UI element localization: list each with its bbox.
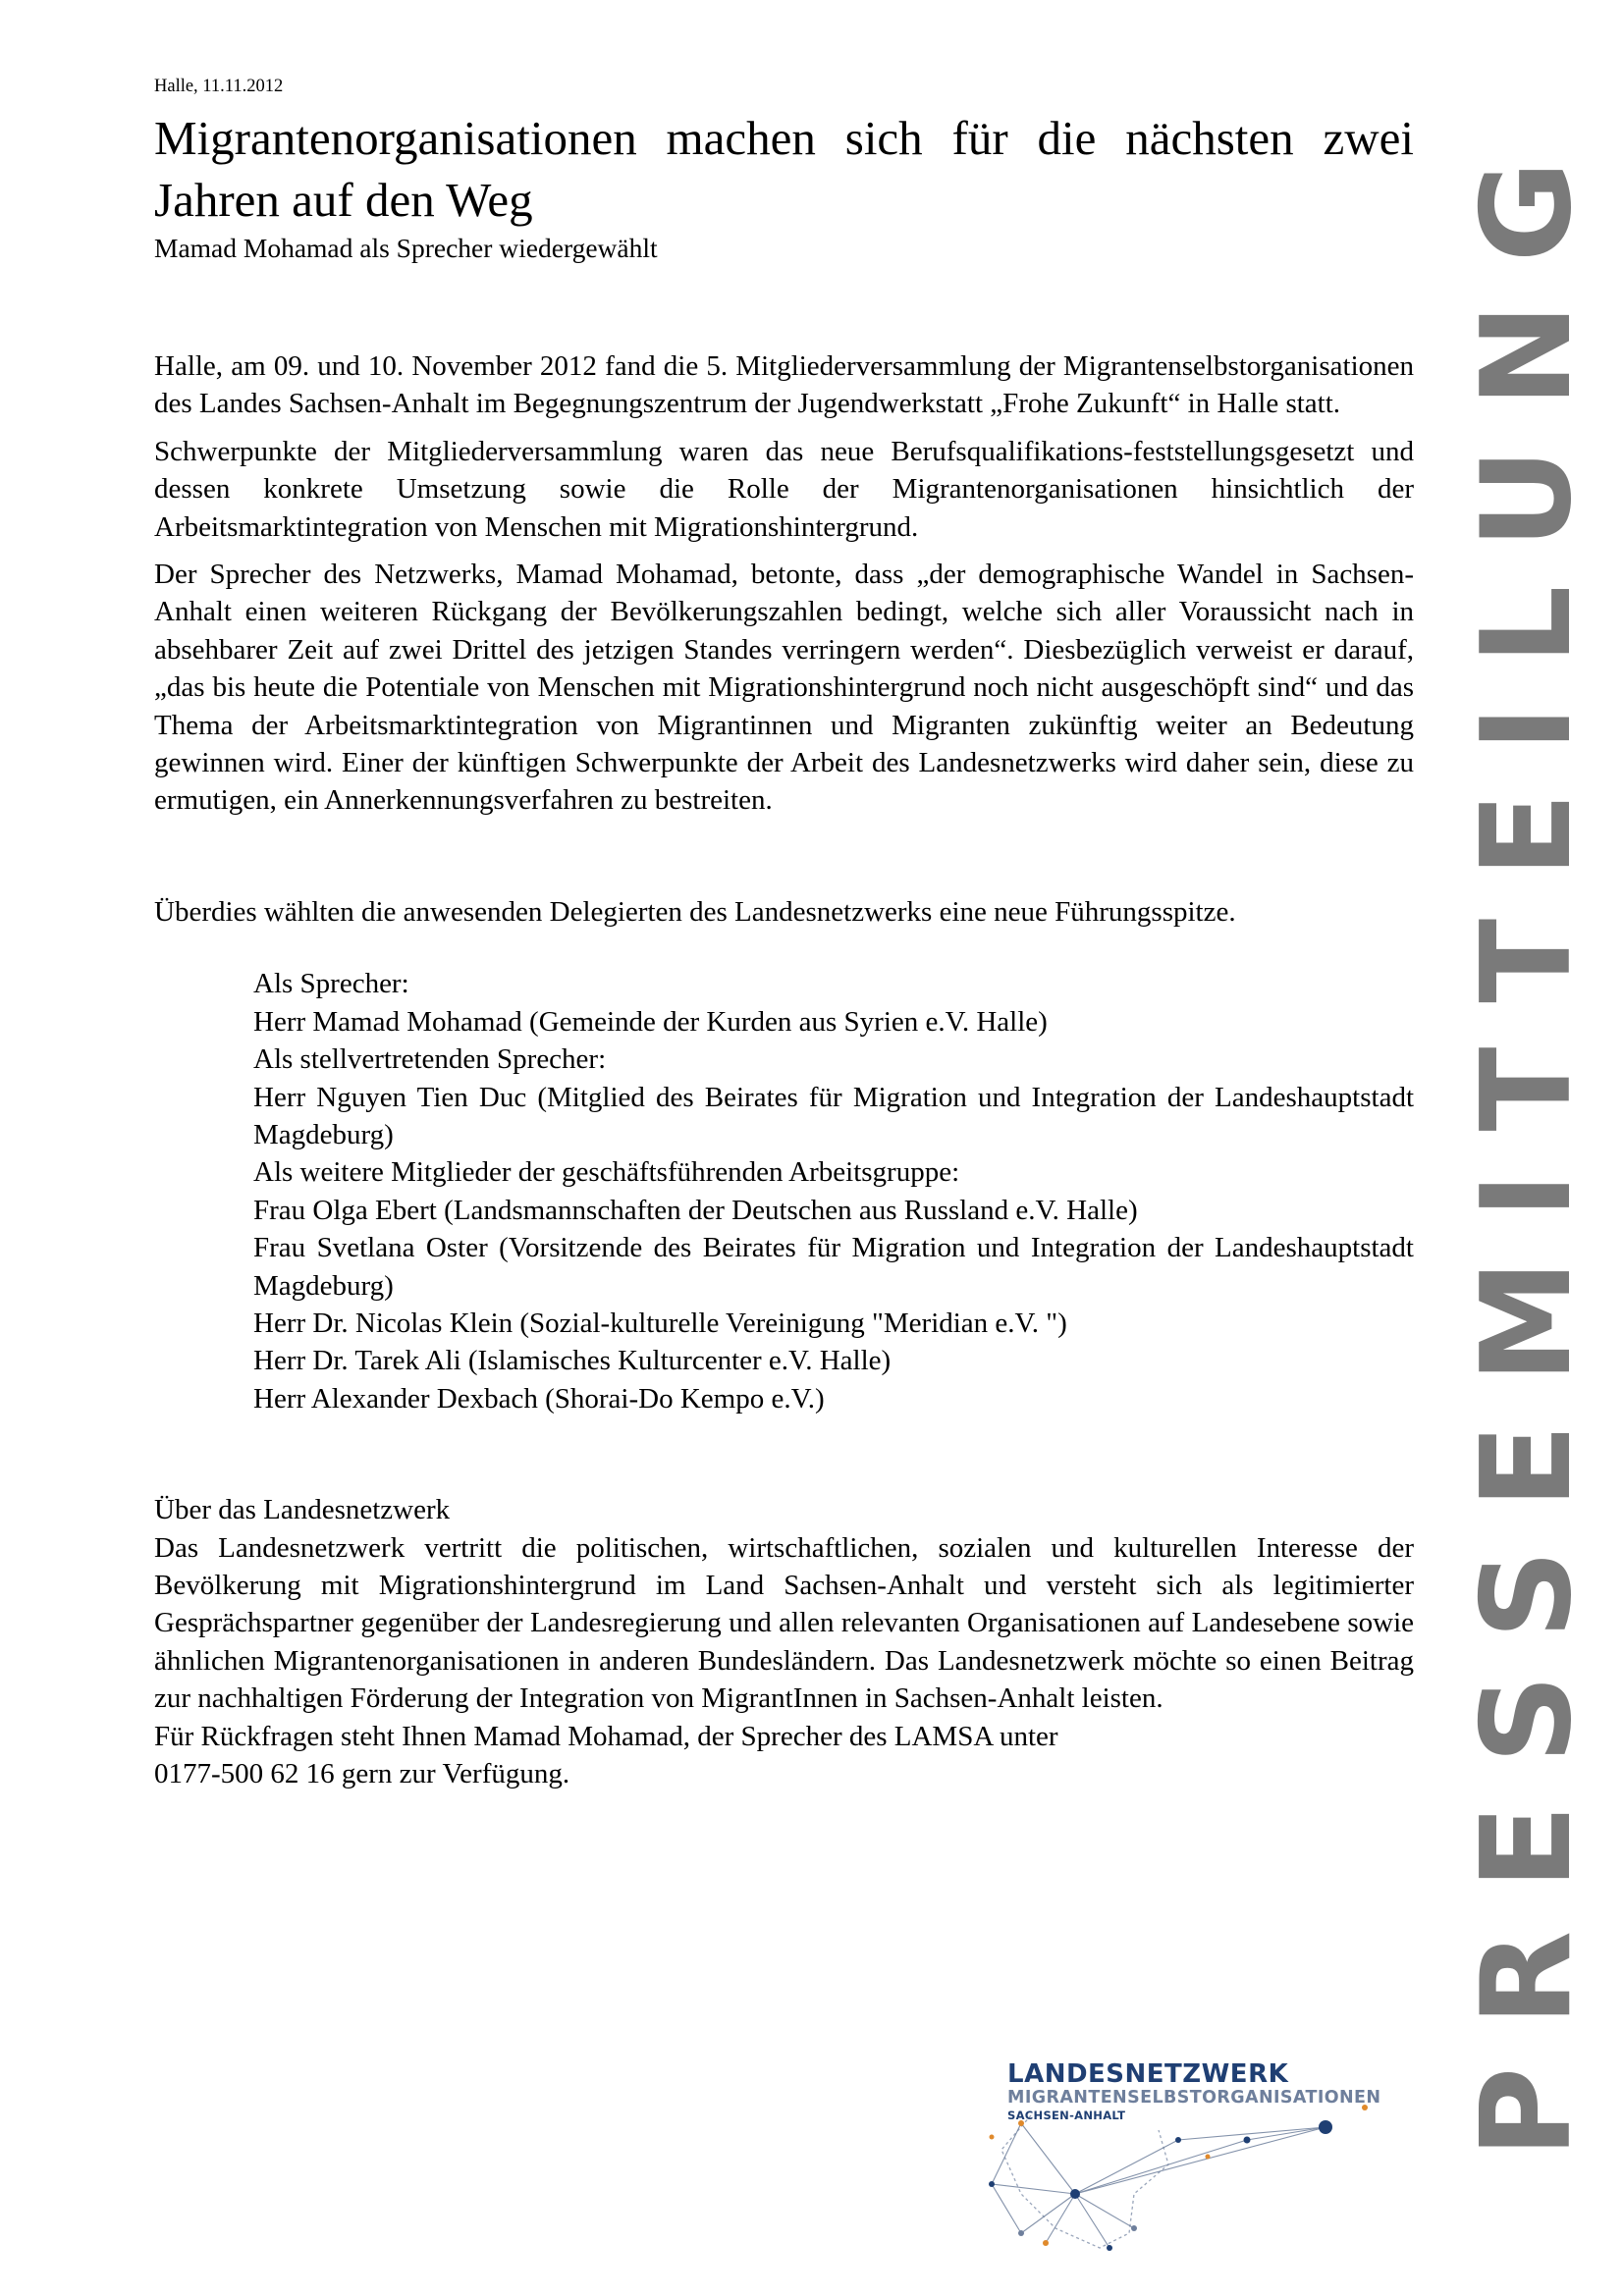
list-item: Als stellvertretenden Sprecher: xyxy=(253,1043,607,1076)
list-item: Frau Olga Ebert (Landsmannschaften der Deutschen aus Russland e.V. Halle) xyxy=(253,1194,1138,1226)
pressemitteilung-stamp xyxy=(1453,49,1600,2228)
list-item: Herr Nguyen Tien Duc (Mitglied des Beirates für Migration und Integration der Landeshauptstadt Magdeburg) xyxy=(253,1081,1414,1150)
paragraph-speaker-quote: Der Sprecher des Netzwerks, Mamad Mohamad, betonte, dass „der demographische Wandel in Sachsen-Anhalt einen weiteren Rückgang der Bevölkerungszahlen bedingt, welche sich aller Voraussicht nach in absehbarer Zeit auf zwei Drittel des jetzigen Standes verringern werden“. Diesbezüglich verweist er darauf, „das bis heute die Potentiale von Menschen mit Migrationshintergrund noch nicht ausgeschöpft sind“ und das Thema der Arbeitsmarktintegration von Migrantinnen und Migranten zukünftig weiter an Bedeutung gewinnen wird. Einer der künftigen Schwerpunkte der Arbeit des Landesnetzwerks wird daher sein, diese zu ermutigen, ein Annerkennungsverfahren zu bestreiten. xyxy=(154,559,1414,817)
subheadline: Mamad Mohamad als Sprecher wiedergewählt xyxy=(154,233,658,263)
logo-region: SACHSEN-ANHALT xyxy=(1007,2109,1126,2122)
about-text: Das Landesnetzwerk vertritt die politischen, wirtschaftlichen, sozialen und kulturellen Interesse der Bevölkerung mit Migrationshintergrund im Land Sachsen-Anhalt und versteht sich als legitimierter Gesprächspartner gegenüber der Landesregierung und allen relevanten Organisationen auf Landesebene sowie ähnlichen Migrantenorganisationen in anderen Bundesländern. Das Landesnetzwerk möchte so einen Beitrag zur nachhaltigen Förderung der Integration von MigrantInnen in Sachsen-Anhalt leisten. xyxy=(154,1531,1414,1715)
list-item: Herr Dr. Nicolas Klein (Sozial-kulturelle Vereinigung "Meridian e.V. ") xyxy=(253,1307,1067,1339)
paragraph-meeting: Halle, am 09. und 10. November 2012 fand die 5. Mitgliederversammlung der Migrantenselbstorganisationen des Landes Sachsen-Anhalt im Begegnungszentrum der Jugendwerkstatt „Frohe Zukunft“ in Halle statt. xyxy=(154,350,1414,420)
stamp-text: PRESSEMITTEILUNG xyxy=(1454,119,1598,2159)
landesnetzwerk-logo xyxy=(962,2047,1404,2263)
paragraph-election: Überdies wählten die anwesenden Delegierten des Landesnetzwerks eine neue Führungsspitze. xyxy=(154,895,1236,928)
contact-line: Für Rückfragen steht Ihnen Mamad Mohamad, der Sprecher des LAMSA unter xyxy=(154,1720,1058,1752)
dateline: Halle, 11.11.2012 xyxy=(154,77,284,96)
headline: Migrantenorganisationen machen sich für die nächsten zwei Jahren auf den Weg xyxy=(154,111,1414,227)
document-body xyxy=(154,75,1414,1792)
logo-subtitle: MIGRANTENSELBSTORGANISATIONEN xyxy=(1007,2088,1381,2108)
logo-name: LANDESNETZWERK xyxy=(1007,2059,1289,2089)
list-item: Als weitere Mitglieder der geschäftsführenden Arbeitsgruppe: xyxy=(253,1156,960,1189)
board-members-list xyxy=(253,965,1414,1417)
list-item: Frau Svetlana Oster (Vorsitzende des Beirates für Migration und Integration der Landeshauptstadt Magdeburg) xyxy=(253,1232,1414,1302)
about-heading: Über das Landesnetzwerk xyxy=(154,1494,451,1526)
contact-phone: 0177-500 62 16 gern zur Verfügung. xyxy=(154,1758,570,1789)
list-item: Herr Mamad Mohamad (Gemeinde der Kurden aus Syrien e.V. Halle) xyxy=(253,1005,1048,1038)
list-item: Als Sprecher: xyxy=(253,968,409,1000)
paragraph-focus: Schwerpunkte der Mitgliederversammlung waren das neue Berufsqualifikations-feststellungsgesetzt und dessen konkrete Umsetzung sowie die Rolle der Migrantenorganisationen hinsichtlich der Arbeitsmarktintegration von Menschen mit Migrationshintergrund. xyxy=(154,435,1414,543)
list-item: Herr Dr. Tarek Ali (Islamisches Kulturcenter e.V. Halle) xyxy=(253,1345,892,1377)
list-item: Herr Alexander Dexbach (Shorai-Do Kempo e.V.) xyxy=(253,1382,825,1415)
